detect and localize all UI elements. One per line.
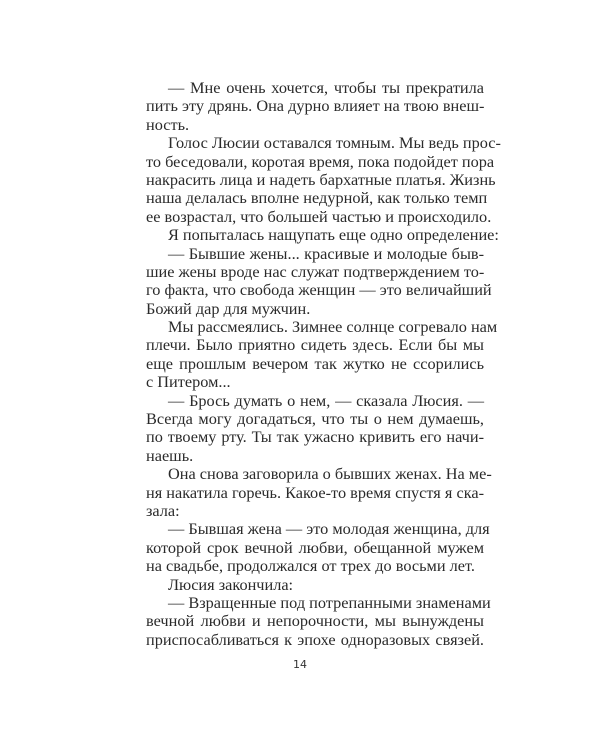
text-line: шие жены вроде нас служат подтверждением то- — [146, 261, 485, 281]
text-line: наша делалась вполне недурной, как только темп — [146, 188, 488, 208]
text-line: то беседовали, коротая время, пока подойдет пора — [146, 151, 495, 171]
text-line: по твоему рту. Ты так ужасно кривить его начи- — [146, 427, 484, 447]
text-line: ее возрастал, что большей частью и происходило. — [146, 206, 492, 226]
text-line: Мы рассмеялись. Зимнее солнце согревало нам — [168, 317, 498, 337]
text-line: наешь. — [146, 445, 194, 465]
text-line: плечи. Было приятно сидеть здесь. Если бы мы — [146, 335, 484, 355]
text-line: — Бывшая жена — это молодая женщина, для — [168, 519, 490, 539]
text-line: с Питером... — [146, 372, 231, 392]
text-line: ня накатила горечь. Какое-то время спустя я ска- — [146, 482, 484, 502]
text-line: пить эту дрянь. Она дурно влияет на твою внеш- — [146, 96, 485, 116]
text-line: Я попыталась нащупать еще одно определение: — [168, 225, 499, 245]
text-line: Люсия закончила: — [168, 574, 294, 594]
text-line: которой срок вечной любви, обещанной мужем — [146, 537, 484, 557]
text-line: Божий дар для мужчин. — [146, 298, 311, 318]
text-line: еще прошлым вечером так жутко не ссорились — [146, 353, 484, 373]
text-line: Она снова заговорила о бывших женах. На ме- — [168, 464, 492, 484]
text-line: приспосабливаться к эпохе одноразовых связей. — [146, 629, 484, 649]
page-number: 14 — [293, 658, 307, 671]
text-line: вечной любви и непорочности, мы вынуждены — [146, 611, 484, 631]
text-line: — Бывшие жены... красивые и молодые быв- — [168, 243, 484, 263]
page-body-text — [146, 78, 501, 649]
text-line: накрасить лица и надеть бархатные платья. Жизнь — [146, 169, 496, 189]
text-line: — Брось думать о нем, — сказала Люсия. — — [168, 390, 484, 410]
text-line: — Мне очень хочется, чтобы ты прекратила — [168, 78, 484, 97]
text-line: ность. — [146, 114, 190, 134]
text-line: зала: — [146, 500, 180, 520]
text-line: на свадьбе, продолжался от трех до восьми лет. — [146, 556, 475, 576]
text-line: Всегда могу догадаться, что ты о нем думаешь, — [146, 409, 484, 429]
text-line: го факта, что свобода женщин — это величайший — [146, 280, 492, 300]
text-line: — Взращенные под потрепанными знаменами — [168, 592, 491, 612]
text-line: Голос Люсии оставался томным. Мы ведь прос- — [168, 133, 501, 153]
